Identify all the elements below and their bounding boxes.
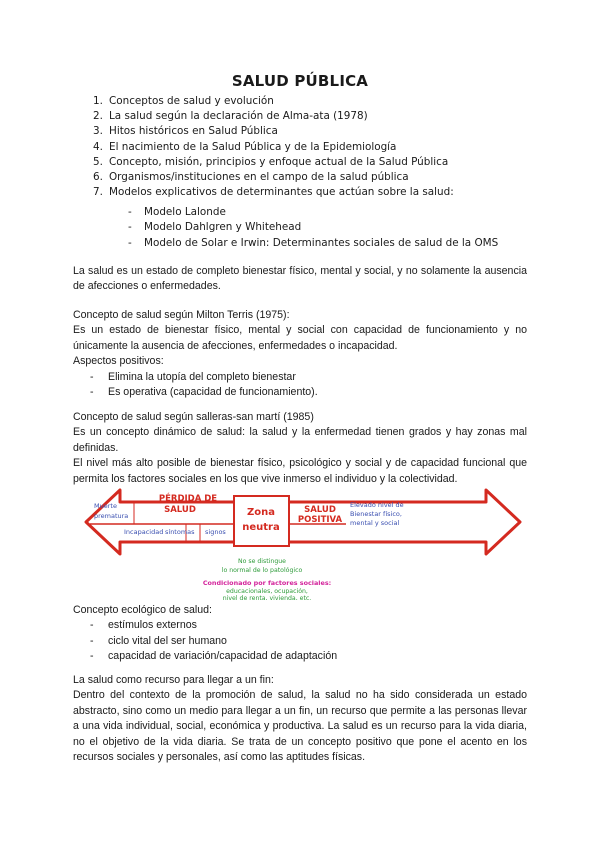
terris-heading: Concepto de salud según Milton Terris (1975): <box>73 309 290 321</box>
disability-label: Incapacidad <box>124 528 164 536</box>
neutral-zone-label: neutra <box>242 522 280 533</box>
salleras-paragraph-1: Es un concepto dinámico de salud: la salud y la enfermedad tienen grados y hay zonas mal definidas. <box>73 426 527 454</box>
positive-health-title: POSITIVA <box>297 515 343 525</box>
model-item: - Modelo de Solar e Irwin: Determinantes sociales de salud de la OMS <box>128 236 499 249</box>
neutral-zone-box <box>234 496 289 546</box>
list-item: - Es operativa (capacidad de funcionamiento). <box>90 386 318 399</box>
toc-item: 5. Concepto, misión, principios y enfoque actual de la Salud Pública <box>93 155 449 168</box>
toc-item: 3. Hitos históricos en Salud Pública <box>93 125 278 138</box>
resource-heading: La salud como recurso para llegar a un fin: <box>73 674 274 686</box>
loss-of-health-title: PÉRDIDA DE <box>158 494 218 504</box>
positive-health-title: SALUD <box>304 505 336 515</box>
social-factors-title: Condicionado por factores sociales: <box>202 579 332 587</box>
terris-section <box>73 308 527 400</box>
premature-death-label: Muerte <box>94 502 117 510</box>
high-wellbeing-label: Elevado nivel de <box>350 501 404 509</box>
social-factors-list: educacionales, ocupación, <box>226 588 308 595</box>
resource-section <box>73 673 527 765</box>
list-item: - capacidad de variación/capacidad de adaptación <box>90 650 338 663</box>
intro-section <box>73 264 527 295</box>
social-factors-list: nivel de renta, vivienda, etc. <box>222 595 312 600</box>
ecologic-section <box>73 603 527 665</box>
salleras-paragraph-2: El nivel más alto posible de bienestar físico, psicológico y social y de capacidad funcional que permita los factores sociales en los que vive inmerso el individuo y la colectividad. <box>73 457 527 485</box>
toc-item: 6. Organismos/instituciones en el campo de la salud pública <box>93 171 409 184</box>
health-continuum-diagram <box>84 488 522 600</box>
salleras-heading: Concepto de salud según salleras-san martí (1985) <box>73 411 314 423</box>
neutral-zone-label: Zona <box>247 507 275 518</box>
intro-paragraph: La salud es un estado de completo bienestar físico, mental y social, y no solamente la ausencia de afecciones o enfermedades. <box>73 265 527 293</box>
high-wellbeing-label: Bienestar físico, <box>350 510 402 518</box>
model-item: - Modelo Dahlgren y Whitehead <box>128 221 302 234</box>
toc-item: 2. La salud según la declaración de Alma-ata (1978) <box>93 110 368 123</box>
list-item: - Elimina la utopía del completo bienestar <box>90 370 296 383</box>
models-list <box>128 205 498 251</box>
resource-paragraph: Dentro del contexto de la promoción de salud, la salud no ha sido considerada un estado abstracto, sino como un medio para llegar a un fin, un recurso que permite a las personas llevar a una vida individual, social, económica y productiva. La salud es un recurso para la vida diaria, no el objetivo de la vida diaria. Se trata de un concepto positivo que pone el acento en los recursos sociales y personales, así como las aptitudes físicas. <box>73 689 527 764</box>
toc-item: 1. Conceptos de salud y evolución <box>93 95 274 107</box>
page-title: SALUD PÚBLICA <box>231 72 369 90</box>
premature-death-label: prematura <box>94 512 129 520</box>
list-item: - estímulos externos <box>90 619 197 632</box>
high-wellbeing-label: mental y social <box>350 519 400 527</box>
list-item: - ciclo vital del ser humano <box>90 634 227 647</box>
normal-vs-pathological-note: No se distingue <box>238 558 286 565</box>
table-of-contents <box>93 94 454 200</box>
ecologic-heading: Concepto ecológico de salud: <box>73 604 212 616</box>
model-item: - Modelo Lalonde <box>128 206 226 218</box>
salleras-section <box>73 410 527 487</box>
symptoms-label: síntomas <box>165 528 195 536</box>
signs-label: signos <box>205 528 226 536</box>
loss-of-health-title: SALUD <box>164 505 196 515</box>
toc-item: 4. El nacimiento de la Salud Pública y de la Epidemiología <box>93 140 397 153</box>
terris-paragraph: Es un estado de bienestar físico, mental y social con capacidad de funcionamiento y no únicamente la ausencia de afecciones, enfermedades o incapacidad. <box>73 324 527 352</box>
normal-vs-pathological-note: lo normal de lo patológico <box>221 567 303 574</box>
toc-item: 7. Modelos explicativos de determinantes que actúan sobre la salud: <box>93 186 454 199</box>
aspects-heading: Aspectos positivos: <box>73 355 164 368</box>
